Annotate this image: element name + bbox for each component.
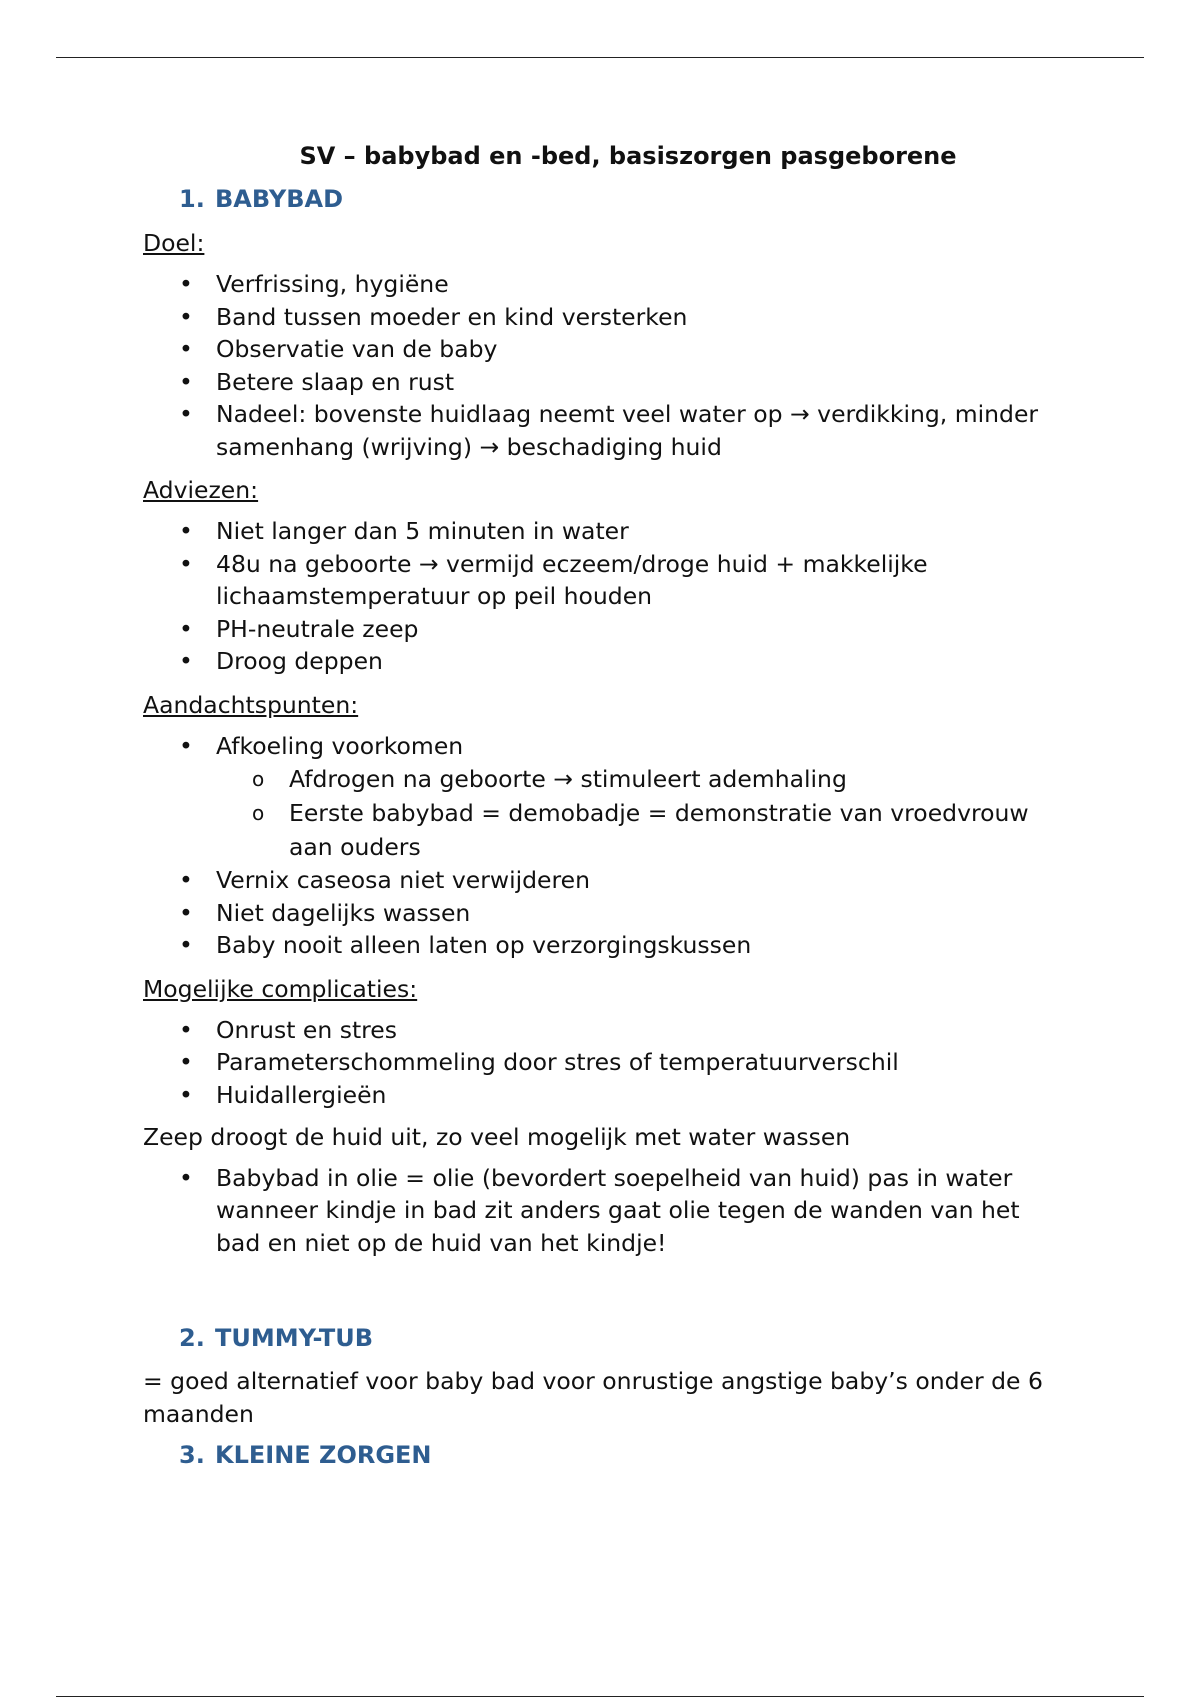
list-item: • Babybad in olie = olie (bevordert soepelheid van huid) pas in water wanneer kindje in bad zit anders gaat olie tegen de wanden van het bad en niet op de huid van het kindje! [143, 1162, 1063, 1260]
aandachtspunten-label: Aandachtspunten: [143, 690, 359, 719]
section-1-heading [179, 182, 1063, 216]
doel-label: Doel: [143, 229, 205, 257]
footer-rule [56, 1696, 1144, 1697]
list-item: • Niet langer dan 5 minuten in water [143, 515, 1063, 548]
list-item: • Verfrissing, hygiëne [143, 268, 1063, 301]
section-1-title: BABYBAD [215, 185, 344, 213]
list-item: • Niet dagelijks wassen [143, 897, 1063, 930]
list-item: • Observatie van de baby [143, 333, 1063, 366]
complicaties-list [143, 1014, 1063, 1112]
complicaties-label: Mogelijke complicaties: [143, 974, 418, 1003]
tummy-tub-text: = goed alternatief voor baby bad voor onrustige angstige baby’s onder de 6 maanden [143, 1367, 1043, 1428]
section-1-number: 1. [179, 185, 205, 213]
section-3-title: KLEINE ZORGEN [215, 1441, 432, 1469]
list-item: • 48u na geboorte → vermijd eczeem/droge huid + makkelijke lichaamstemperatuur op peil houden [143, 548, 1063, 613]
adviezen-label: Adviezen: [143, 476, 259, 504]
document-title: SV – babybad en -bed, basiszorgen pasgeborene [299, 142, 957, 170]
zeep-note: Zeep droogt de huid uit, zo veel mogelijk met water wassen [143, 1123, 851, 1151]
aandachtspunten-list [143, 730, 1063, 962]
sub-list-item: o Eerste babybad = demobadje = demonstratie van vroedvrouw aan ouders [216, 796, 1063, 864]
sub-list-item: o Afdrogen na geboorte → stimuleert ademhaling [216, 762, 1063, 796]
list-item: • PH-neutrale zeep [143, 613, 1063, 646]
header-rule [56, 57, 1144, 58]
olie-list [143, 1162, 1063, 1260]
document-body [143, 138, 1063, 1482]
list-item-text: Afkoeling voorkomen [216, 731, 464, 760]
adviezen-list [143, 515, 1063, 678]
list-item: • Vernix caseosa niet verwijderen [143, 864, 1063, 897]
list-item: • Parameterschommeling door stres of temperatuurverschil [143, 1046, 1063, 1079]
list-item [143, 730, 1063, 865]
section-3-heading [179, 1438, 1063, 1472]
list-item: • Nadeel: bovenste huidlaag neemt veel water op → verdikking, minder samenhang (wrijving) → beschadiging huid [143, 398, 1063, 463]
list-item: • Betere slaap en rust [143, 366, 1063, 399]
section-2-title: TUMMY-TUB [215, 1324, 374, 1352]
section-2-heading [179, 1321, 1063, 1355]
sub-list [216, 762, 1063, 864]
list-item: • Droog deppen [143, 645, 1063, 678]
list-item: • Onrust en stres [143, 1014, 1063, 1047]
list-item: • Band tussen moeder en kind versterken [143, 301, 1063, 334]
section-2-number: 2. [179, 1324, 205, 1352]
section-3-number: 3. [179, 1441, 205, 1469]
doel-list [143, 268, 1063, 463]
spacer [143, 1269, 1063, 1321]
list-item: • Huidallergieën [143, 1079, 1063, 1112]
list-item: • Baby nooit alleen laten op verzorgingskussen [143, 929, 1063, 962]
